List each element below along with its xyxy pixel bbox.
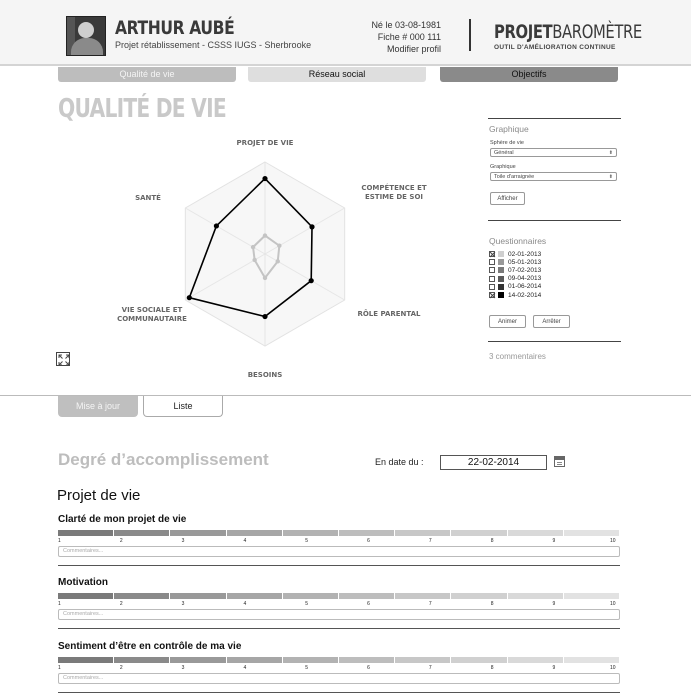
- rating-number: 10: [610, 665, 616, 671]
- app-logo-tagline: OUTIL D'AMÉLIORATION CONTINUE: [494, 44, 616, 51]
- comment-field[interactable]: Commentaires...: [58, 609, 620, 620]
- rating-number: 5: [305, 665, 309, 671]
- panel-divider: [488, 341, 621, 342]
- comment-field[interactable]: Commentaires...: [58, 546, 620, 557]
- rating-number: 7: [428, 665, 432, 671]
- radar-point: [214, 223, 219, 228]
- birth-date: Né le 03-08-1981: [371, 20, 441, 30]
- questionnaire-list: [489, 250, 541, 299]
- select-arrows-icon: ⬍: [608, 150, 613, 156]
- rating-number: 1: [58, 538, 61, 544]
- edit-profile-link[interactable]: Modifier profil: [386, 44, 441, 54]
- questionnaire-item[interactable]: [489, 258, 541, 266]
- questionnaire-date: 14-02-2014: [508, 291, 542, 299]
- radar-label-projet-de-vie: PROJET DE VIE: [236, 139, 294, 147]
- criterion-divider: [58, 628, 620, 629]
- tab-quality-of-life[interactable]: Qualité de vie: [58, 67, 236, 82]
- questionnaire-checkbox[interactable]: [489, 251, 495, 257]
- questionnaire-item[interactable]: [489, 266, 541, 274]
- radar-point: [262, 314, 267, 319]
- radar-point: [309, 224, 314, 229]
- comment-field[interactable]: Commentaires...: [58, 673, 620, 684]
- rating-number: 5: [305, 601, 309, 607]
- criterion-divider: [58, 692, 620, 693]
- questionnaire-checkbox[interactable]: [489, 276, 495, 282]
- section-title: Projet de vie: [57, 487, 141, 504]
- rating-number: 3: [181, 601, 185, 607]
- questionnaire-checkbox[interactable]: [489, 259, 495, 265]
- calendar-icon[interactable]: [554, 456, 565, 467]
- rating-number: 9: [552, 665, 556, 671]
- questionnaire-date: 05-01-2013: [508, 258, 542, 266]
- sphere-select[interactable]: Général ⬍: [490, 148, 617, 157]
- rating-number: 1: [58, 601, 61, 607]
- rating-number: 9: [552, 601, 556, 607]
- criterion-name: Clarté de mon projet de vie: [58, 514, 187, 525]
- color-swatch: [498, 251, 504, 257]
- user-project: Projet rétablissement - CSSS IUGS - Sherbrooke: [115, 40, 312, 50]
- questionnaire-checkbox[interactable]: [489, 284, 495, 290]
- questionnaire-date: 02-01-2013: [508, 250, 542, 258]
- rating-number: 10: [610, 601, 616, 607]
- rating-number: 10: [610, 538, 616, 544]
- rating-number: 2: [119, 601, 123, 607]
- panel-divider: [488, 220, 621, 221]
- radar-point: [262, 176, 267, 181]
- graph-heading: Graphique: [489, 124, 529, 134]
- radar-label-besoins: BESOINS: [247, 371, 283, 379]
- sphere-label: Sphère de vie: [490, 140, 524, 146]
- radar-point: [309, 278, 314, 283]
- rating-number: 4: [243, 665, 247, 671]
- comments-link[interactable]: 3 commentaires: [489, 352, 546, 361]
- questionnaire-checkbox[interactable]: [489, 267, 495, 273]
- stop-button[interactable]: Arrêter: [533, 315, 570, 328]
- questionnaire-item[interactable]: [489, 291, 541, 299]
- questionnaire-checkbox[interactable]: [489, 292, 495, 298]
- radar-point: [263, 276, 267, 280]
- tab-update[interactable]: Mise à jour: [58, 396, 138, 417]
- criterion: [58, 514, 620, 566]
- tab-objectives[interactable]: Objectifs: [440, 67, 618, 82]
- questionnaire-date: 07-02-2013: [508, 266, 542, 274]
- graph-type-label: Graphique: [490, 164, 516, 170]
- radar-point: [277, 244, 281, 248]
- rating-number: 6: [367, 601, 370, 607]
- app-logo: PROJETBAROMÈTRE: [494, 21, 642, 43]
- questionnaire-item[interactable]: [489, 250, 541, 258]
- radar-label-vie-sociale: VIE SOCIALE ET COMMUNAUTAIRE: [117, 306, 187, 323]
- rating-number: 1: [58, 665, 61, 671]
- expand-icon[interactable]: [56, 352, 70, 366]
- rating-number: 8: [490, 601, 494, 607]
- questionnaire-date: 09-04-2013: [508, 275, 542, 283]
- questionnaires-heading: Questionnaires: [489, 236, 547, 246]
- questionnaire-date: 01-06-2014: [508, 283, 542, 291]
- file-number: Fiche # 000 111: [377, 32, 441, 42]
- questionnaire-item[interactable]: [489, 283, 541, 291]
- graph-type-select[interactable]: Toile d'arraignée ⬍: [490, 172, 617, 181]
- rating-number: 2: [119, 538, 123, 544]
- rating-number: 7: [428, 601, 432, 607]
- panel-divider: [488, 118, 621, 119]
- animate-button[interactable]: Animer: [489, 315, 526, 328]
- criterion-divider: [58, 565, 620, 566]
- criterion: [58, 641, 620, 693]
- accomplishment-title: Degré d’accomplissement: [58, 450, 269, 469]
- rating-number: 8: [490, 665, 494, 671]
- radar-label-competence: COMPÉTENCE ET ESTIME DE SOI: [361, 184, 427, 201]
- rating-number: 2: [119, 665, 123, 671]
- rating-number: 8: [490, 538, 494, 544]
- tab-list[interactable]: Liste: [143, 396, 223, 417]
- radar-point: [263, 233, 267, 237]
- rating-number: 3: [181, 665, 185, 671]
- rating-number: 6: [367, 538, 370, 544]
- color-swatch: [498, 259, 504, 265]
- rating-number: 4: [243, 601, 247, 607]
- show-button[interactable]: Afficher: [490, 192, 525, 205]
- color-swatch: [498, 292, 504, 298]
- rating-number: 9: [552, 538, 556, 544]
- radar-label-sante: SANTÉ: [135, 194, 161, 202]
- criterion-name: Sentiment d’être en contrôle de ma vie: [58, 641, 242, 652]
- rating-number: 6: [367, 665, 370, 671]
- rating-number: 3: [181, 538, 185, 544]
- radar-point: [251, 245, 255, 249]
- criterion-name: Motivation: [58, 577, 108, 588]
- color-swatch: [498, 267, 504, 273]
- radar-label-role-parental: RÔLE PARENTAL: [357, 310, 421, 318]
- date-label: En date du :: [375, 457, 424, 467]
- rating-number: 4: [243, 538, 247, 544]
- criterion: [58, 577, 620, 629]
- page-title: QUALITÉ DE VIE: [58, 94, 226, 124]
- user-name: ARTHUR AUBÉ: [115, 17, 235, 39]
- radar-point: [276, 259, 280, 263]
- date-input[interactable]: 22-02-2014: [440, 455, 547, 470]
- color-swatch: [498, 276, 504, 282]
- tab-social-network[interactable]: Réseau social: [248, 67, 426, 82]
- color-swatch: [498, 284, 504, 290]
- radar-point: [252, 258, 256, 262]
- rating-number: 7: [428, 538, 432, 544]
- rating-number: 5: [305, 538, 309, 544]
- radar-point: [187, 295, 192, 300]
- questionnaire-item[interactable]: [489, 275, 541, 283]
- select-arrows-icon: ⬍: [608, 174, 613, 180]
